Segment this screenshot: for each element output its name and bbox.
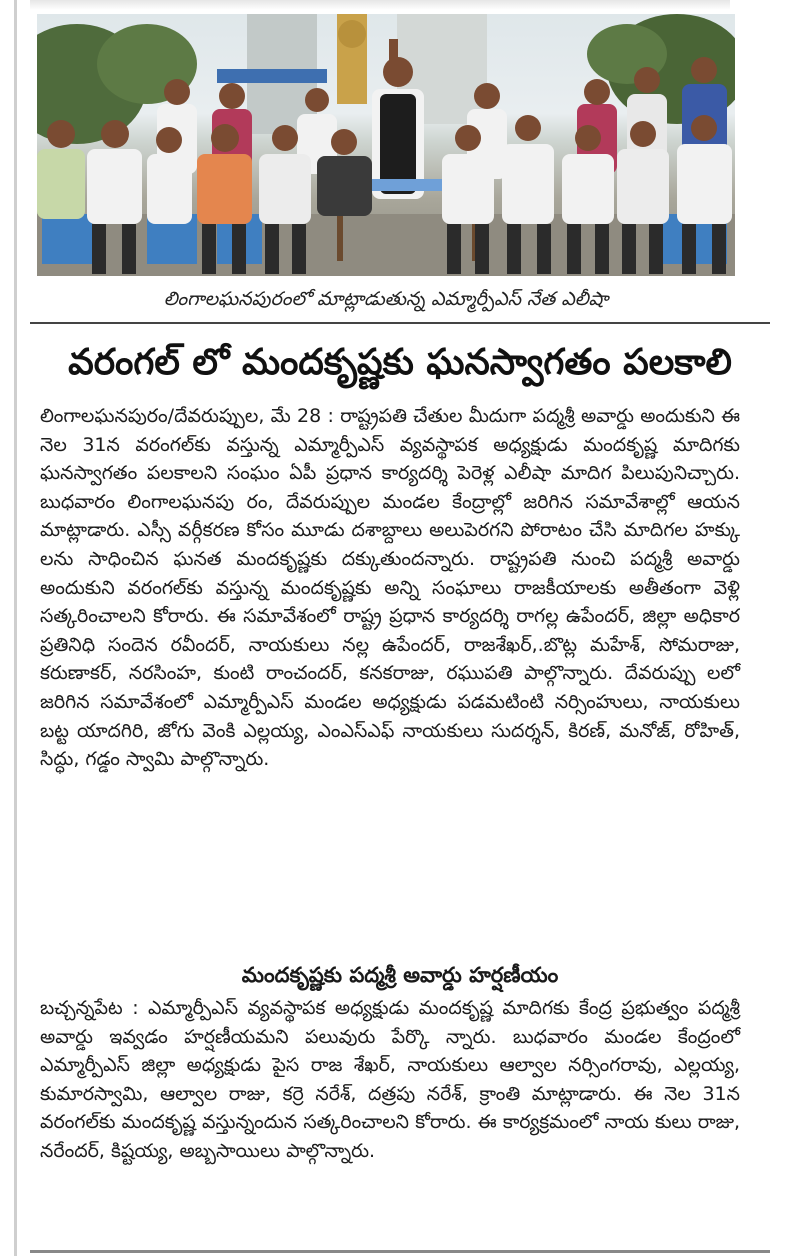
page-left-margin-rule	[14, 0, 17, 1256]
headline-top-rule	[30, 322, 770, 324]
article-headline: వరంగల్ లో మందకృష్ణకు ఘనస్వాగతం పలకాలి	[68, 342, 732, 383]
photo-caption: లింగాలఘనపురంలో మాట్లాడుతున్న ఎమ్మార్పీఎస్ నేత ఎలీషా	[163, 288, 609, 310]
previous-article-strip	[30, 0, 730, 10]
article-paragraph-1: లింగాలఘనపురం/దేవరుప్పుల, మే 28 : రాష్ట్రపతి చేతుల మీదుగా పద్మశ్రీ అవార్డు అందుకుని ఈ నెల 31న వరంగల్‌కు వస్తున్న ఎమ్మార్పీఎస్ వ్యవస్థాపక అధ్యక్షుడు మందకృష్ణ మాదిగకు ఘనస్వాగతం పలకాలని సంఘం ఏపీ ప్రధాన కార్యదర్శి పెరెళ్ల ఎలీషా మాదిగ పిలుపునిచ్చారు. బుధవారం లింగాలఘనపు రం, దేవరుప్పుల మండల కేంద్రాల్లో జరిగిన సమావేశాల్లో ఆయన మాట్లాడారు. ఎస్సీ వర్గీకరణ కోసం మూడు దశాబ్దాలు అలుపెరగని పోరాటం చేసి మాదిగల హక్కు లను సాధించిన ఘనత మందకృష్ణకు దక్కుతుందన్నారు. రాష్ట్రపతి నుంచి పద్మశ్రీ అవార్డు అందుకుని వరంగల్‌కు వస్తున్న మందకృష్ణకు అన్ని సంఘాలు రాజకీయాలకు అతీతంగా వెళ్లి సత్కరించాలని కోరారు. ఈ సమావేశంలో రాష్ట్ర ప్రధాన కార్యదర్శి రాగల్ల ఉపేందర్, జిల్లా అధికార ప్రతినిధి సందెన రవీందర్, నాయకులు నల్ల ఉపేందర్, రాజశేఖర్,.బొట్ల మహేశ్, సోమరాజు, కరుణాకర్, నరసింహ, కుంటి రాంచందర్, కనకరాజు, రఘుపతి పాల్గొన్నారు. దేవరుప్పు లలో జరిగిన సమావేశంలో ఎమ్మార్పీఎస్ మండల అధ్యక్షుడు పడమటింటి నర్సింహులు, నాయకులు బట్ట యాదగిరి, జోగు వెంకి ఎల్లయ్య, ఎంఎస్ఎఫ్ నాయకులు సుదర్శన్, కిరణ్, మనోజ్, రోహిత్, సిద్ధు, గడ్డం స్వామి పాల్గొన్నారు.	[40, 405, 740, 771]
news-photo	[37, 14, 735, 276]
page-bottom-rule	[30, 1250, 770, 1253]
article-paragraph-2: బచ్చన్నపేట : ఎమ్మార్పీఎస్ వ్యవస్థాపక అధ్యక్షుడు మందకృష్ణ మాదిగకు కేంద్ర ప్రభుత్వం పద్మశ్రీ అవార్డు ఇవ్వడం హర్షణీయమని పలువురు పేర్కొ న్నారు. బుధవారం మండల కేంద్రంలో ఎమ్మార్పీఎస్ జిల్లా అధ్యక్షుడు పైస రాజ శేఖర్, నాయకులు ఆల్వాల నర్సింగరావు, ఎల్లయ్య, కుమారస్వామి, ఆల్వాల రాజు, కర్రె నరేశ్, దత్రపు నరేశ్, క్రాంతి మాట్లాడారు. ఈ నెల 31న వరంగల్‌కు మందకృష్ణ వస్తున్నందున సత్కరించాలని కోరారు. ఈ కార్యక్రమంలో నాయ కులు రాజు, నరేందర్, కిష్టయ్య, అబ్బసాయిలు పాల్గొన్నారు.	[40, 997, 740, 1162]
article-subheading: మందకృష్ణకు పద్మశ్రీ అవార్డు హర్షణీయం	[241, 963, 559, 987]
news-photo-illustration	[37, 14, 735, 276]
